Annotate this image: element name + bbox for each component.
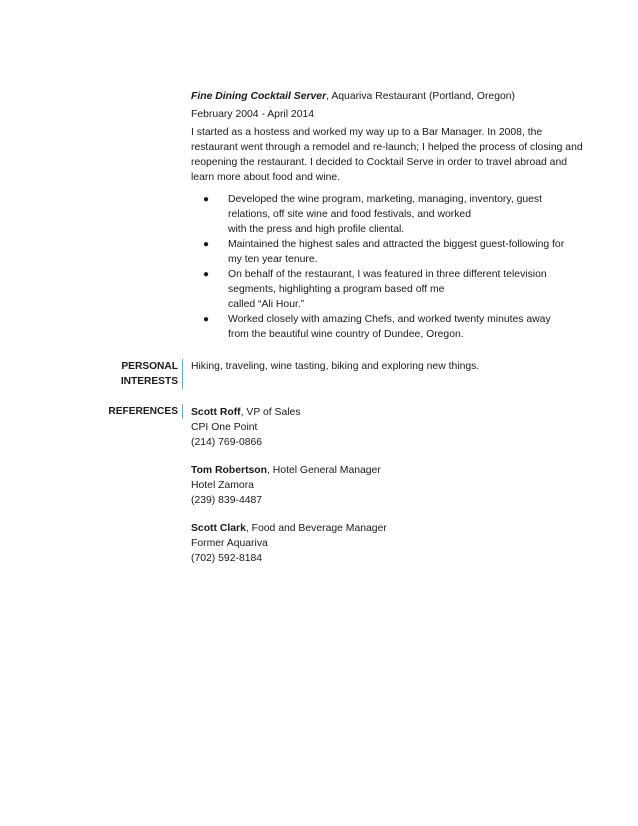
bullet-icon: ● (203, 269, 210, 280)
reference-entry (191, 521, 601, 566)
reference-name: Scott Roff (191, 407, 241, 418)
bullet-line: Maintained the highest sales and attracted the biggest guest-following for (228, 239, 565, 250)
bullet-line: from the beautiful wine country of Dundee, Oregon. (228, 329, 464, 340)
reference-role: , Hotel General Manager (267, 465, 381, 476)
bullet-line: Developed the wine program, marketing, managing, inventory, guest (228, 194, 543, 205)
bullet-line: my ten year tenure. (228, 254, 318, 265)
bullet-line: segments, highlighting a program based off me (228, 284, 445, 295)
reference-heading (191, 405, 601, 420)
list-item (191, 192, 591, 237)
bullet-icon: ● (203, 239, 210, 250)
job-employer: Aquariva Restaurant (Portland, Oregon) (331, 91, 515, 102)
reference-heading (191, 463, 601, 478)
reference-entry (191, 405, 601, 450)
personal-interests-text: Hiking, traveling, wine tasting, biking and exploring new things. (191, 361, 480, 372)
reference-company: Former Aquariva (191, 538, 268, 549)
reference-name: Tom Robertson (191, 465, 268, 476)
personal-label-line2: INTERESTS (120, 376, 178, 387)
list-item (191, 312, 591, 342)
references-section-rule (182, 404, 183, 419)
reference-phone: (702) 592-8184 (191, 553, 263, 564)
job-dates: February 2004 - April 2014 (191, 109, 315, 120)
job-title: Fine Dining Cocktail Server (191, 91, 327, 102)
references-list (191, 405, 601, 579)
job-heading (191, 89, 591, 104)
bullet-line: called “Ali Hour.” (228, 299, 305, 310)
reference-phone: (214) 769-0866 (191, 437, 263, 448)
bullet-icon: ● (203, 314, 210, 325)
job-title-comma: , (326, 91, 332, 102)
bullet-line: with the press and high profile cliental. (228, 224, 405, 235)
job-bullet-list (191, 192, 591, 342)
reference-heading (191, 521, 601, 536)
references-label: REFERENCES (108, 406, 178, 417)
reference-entry (191, 463, 601, 508)
list-item (191, 237, 591, 267)
personal-interests-label (121, 359, 178, 389)
experience-entry (191, 89, 591, 342)
reference-company: CPI One Point (191, 422, 258, 433)
reference-phone: (239) 839-4487 (191, 495, 263, 506)
job-description: I started as a hostess and worked my way up to a Bar Manager. In 2008, the restaurant went through a remodel and re-launch; I helped the process of closing and reopening the restaurant. I decided to Cocktail Serve in order to travel abroad and learn more about food and wine. (191, 127, 583, 183)
reference-role: , VP of Sales (240, 407, 301, 418)
reference-name: Scott Clark (191, 523, 246, 534)
reference-company: Hotel Zamora (191, 480, 254, 491)
reference-role: , Food and Beverage Manager (245, 523, 387, 534)
bullet-line: Worked closely with amazing Chefs, and worked twenty minutes away (228, 314, 551, 325)
bullet-icon: ● (203, 194, 210, 205)
bullet-line: On behalf of the restaurant, I was featured in three different television (228, 269, 547, 280)
personal-label-line1: PERSONAL (121, 361, 178, 372)
personal-section-rule (182, 359, 183, 389)
bullet-line: relations, off site wine and food festivals, and worked (228, 209, 471, 220)
list-item (191, 267, 591, 312)
